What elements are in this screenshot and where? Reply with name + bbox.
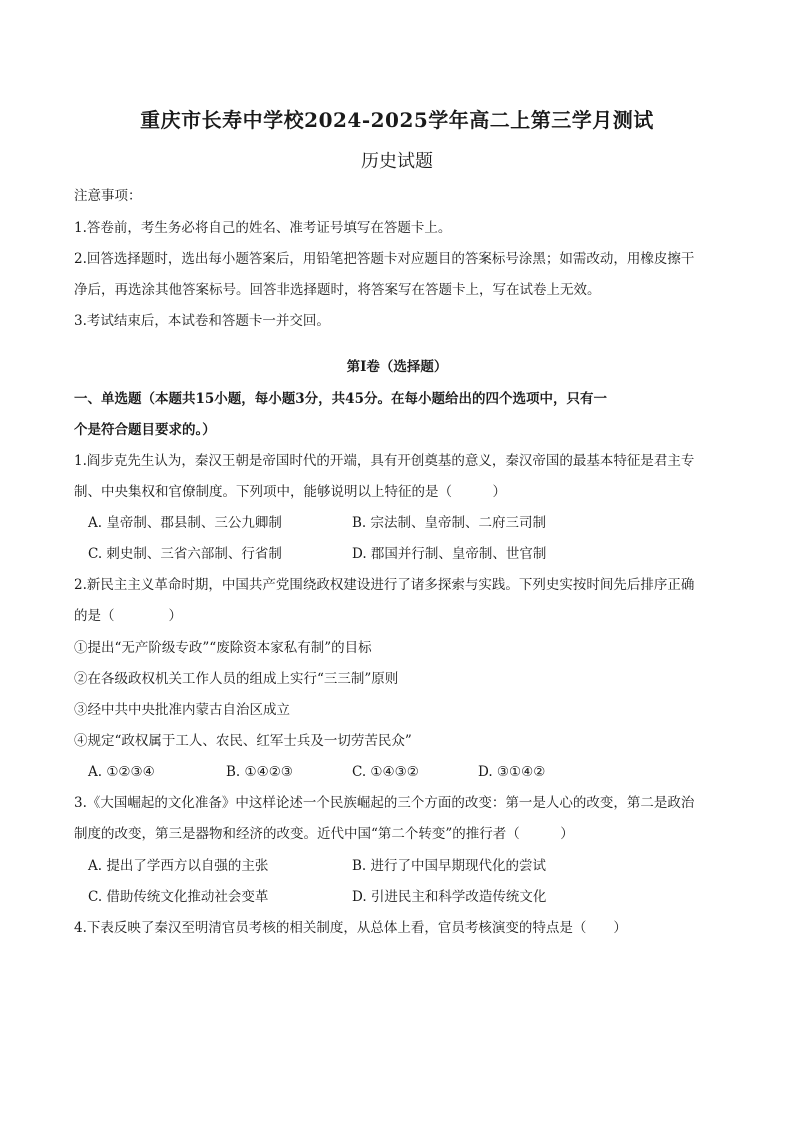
question-item: ②在各级政权机关工作人员的组成上实行“三三制”原则 <box>74 671 399 687</box>
option-c: C. 借助传统文化推动社会变革 <box>88 889 269 905</box>
question-item: ④规定“政权属于工人、农民、红军士兵及一切劳苦民众” <box>74 733 412 749</box>
section-instruction: 一、单选题（本题共15小题，每小题3分，共45分。在每小题给出的四个选项中，只有一 <box>74 391 607 407</box>
note-item: 1.答卷前，考生务必将自己的姓名、准考证号填写在答题卡上。 <box>74 220 452 236</box>
option-b: B. ①④②③ <box>226 764 293 780</box>
question-stem: 3.《大国崛起的文化准备》中这样论述一个民族崛起的三个方面的改变：第一是人心的改变，第二是政治 <box>74 795 695 811</box>
note-item: 3.考试结束后，本试卷和答题卡一并交回。 <box>74 313 330 329</box>
exam-title: 重庆市长寿中学校2024-2025学年高二上第三学月测试 <box>140 108 654 132</box>
question-stem: 制度的改变，第三是器物和经济的改变。近代中国“第二个转变”的推行者（ ） <box>74 826 574 842</box>
question-item: ③经中共中央批准内蒙古自治区成立 <box>74 702 290 718</box>
option-b: B. 宗法制、皇帝制、二府三司制 <box>352 515 547 531</box>
question-stem: 制、中央集权和官僚制度。下列项中，能够说明以上特征的是（ ） <box>74 484 506 500</box>
question-stem: 2.新民主主义革命时期，中国共产党围绕政权建设进行了诸多探索与实践。下列史实按时间先后排序正确 <box>74 577 695 593</box>
notes-heading: 注意事项： <box>74 188 142 204</box>
option-a: A. 提出了学西方以自强的主张 <box>88 858 269 874</box>
question-stem: 1.阎步克先生认为，秦汉王朝是帝国时代的开端，具有开创奠基的意义，秦汉帝国的最基本特征是君主专 <box>74 453 695 469</box>
section-title: 第I卷（选择题） <box>346 359 448 375</box>
question-stem: 4.下表反映了秦汉至明清官员考核的相关制度，从总体上看，官员考核演变的特点是（ ） <box>74 920 627 936</box>
option-d: D. 郡国并行制、皇帝制、世官制 <box>352 546 547 562</box>
note-item: 净后，再选涂其他答案标号。回答非选择题时，将答案写在答题卡上，写在试卷上无效。 <box>74 282 601 298</box>
option-c: C. ①④③② <box>352 764 419 780</box>
exam-subtitle: 历史试题 <box>361 151 433 172</box>
question-item: ①提出“无产阶级专政”“废除资本家私有制”的目标 <box>74 640 372 656</box>
option-c: C. 刺史制、三省六部制、行省制 <box>88 546 282 562</box>
option-a: A. 皇帝制、郡县制、三公九卿制 <box>88 515 282 531</box>
option-a: A. ①②③④ <box>88 764 155 780</box>
option-d: D. 引进民主和科学改造传统文化 <box>352 889 547 905</box>
question-stem: 的是（ ） <box>74 608 182 624</box>
option-b: B. 进行了中国早期现代化的尝试 <box>352 858 547 874</box>
note-item: 2.回答选择题时，选出每小题答案后，用铅笔把答题卡对应题目的答案标号涂黑；如需改动，用橡皮擦干 <box>74 251 695 267</box>
option-d: D. ③①④② <box>478 764 546 780</box>
section-instruction: 个是符合题目要求的。） <box>74 422 216 438</box>
